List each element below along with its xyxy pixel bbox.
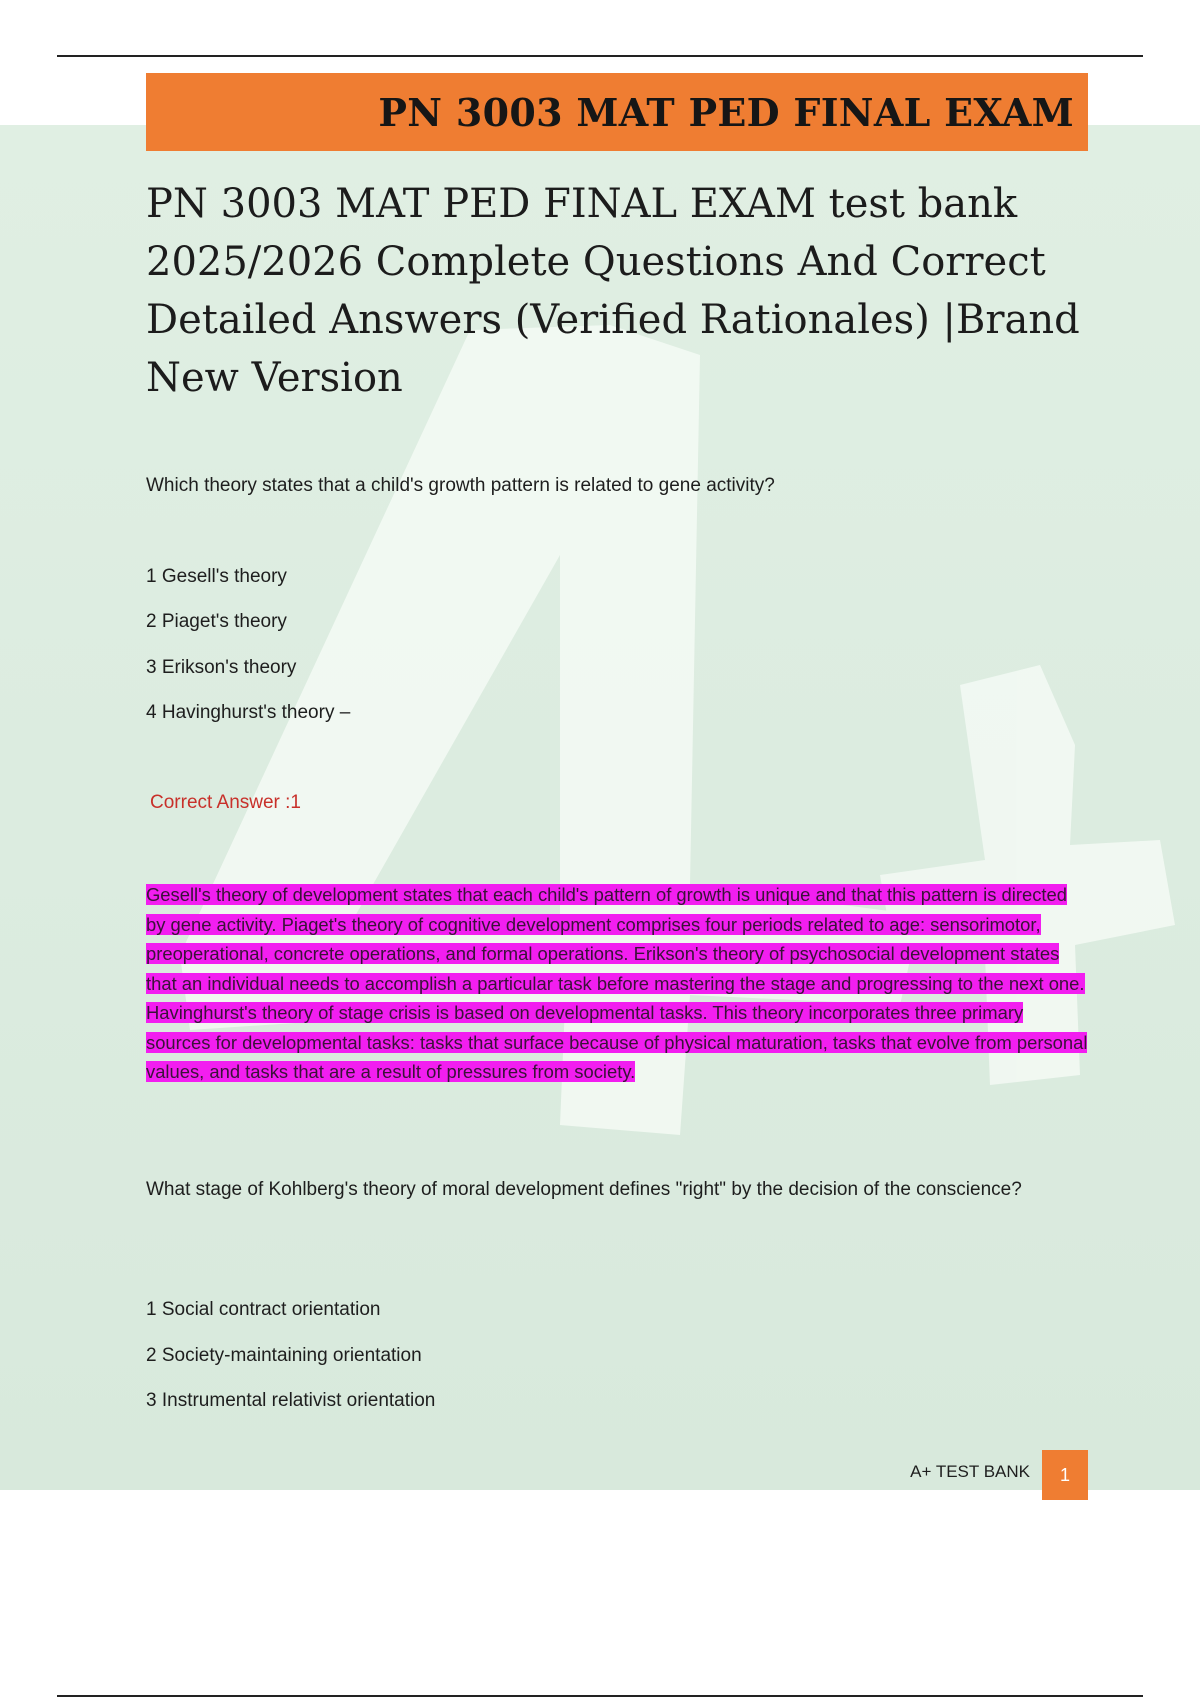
- rationale-highlight: Gesell's theory of development states that each child's pattern of growth is unique and that this pattern is directed by gene activity. Piaget's theory of cognitive development comprises four periods related to age: sensorimotor, preoperational, concrete operations, and formal operations. Erikson's theory of psychosocial development states that an individual needs to accomplish a particular task before mastering the stage and progressing to the next one. Havinghurst's theory of stage crisis is based on developmental tasks. This theory incorporates three primary sources for developmental tasks: tasks that surface because of physical maturation, tasks that evolve from personal values, and tasks that are a result of pressures from society.: [146, 884, 1088, 1082]
- page-number-badge: 1: [1042, 1450, 1088, 1500]
- question-2-text: What stage of Kohlberg's theory of moral development defines "right" by the decision of the conscience?: [146, 1179, 1022, 1200]
- top-divider: [57, 55, 1143, 57]
- question-1-text: Which theory states that a child's growth pattern is related to gene activity?: [146, 475, 775, 496]
- question-1-option-3: 3 Erikson's theory: [146, 657, 297, 678]
- header-banner: [146, 73, 1088, 151]
- question-1-option-4: 4 Havinghurst's theory –: [146, 702, 351, 723]
- banner-title: PN 3003 MAT PED FINAL EXAM: [378, 89, 1074, 135]
- question-2-option-1: 1 Social contract orientation: [146, 1299, 381, 1320]
- question-2-option-3: 3 Instrumental relativist orientation: [146, 1390, 436, 1411]
- question-2-option-2: 2 Society-maintaining orientation: [146, 1345, 422, 1366]
- question-1-option-2: 2 Piaget's theory: [146, 611, 287, 632]
- document-title: PN 3003 MAT PED FINAL EXAM test bank 2025/2026 Complete Questions And Correct Detailed Answers (Verified Rationales) |Brand New Version: [146, 181, 1080, 401]
- question-1-correct-answer: Correct Answer :1: [150, 792, 301, 813]
- footer-label: A+ TEST BANK: [910, 1462, 1030, 1481]
- bottom-divider: [57, 1695, 1143, 1697]
- question-1-rationale: [146, 880, 1091, 1087]
- question-1-option-1: 1 Gesell's theory: [146, 566, 287, 587]
